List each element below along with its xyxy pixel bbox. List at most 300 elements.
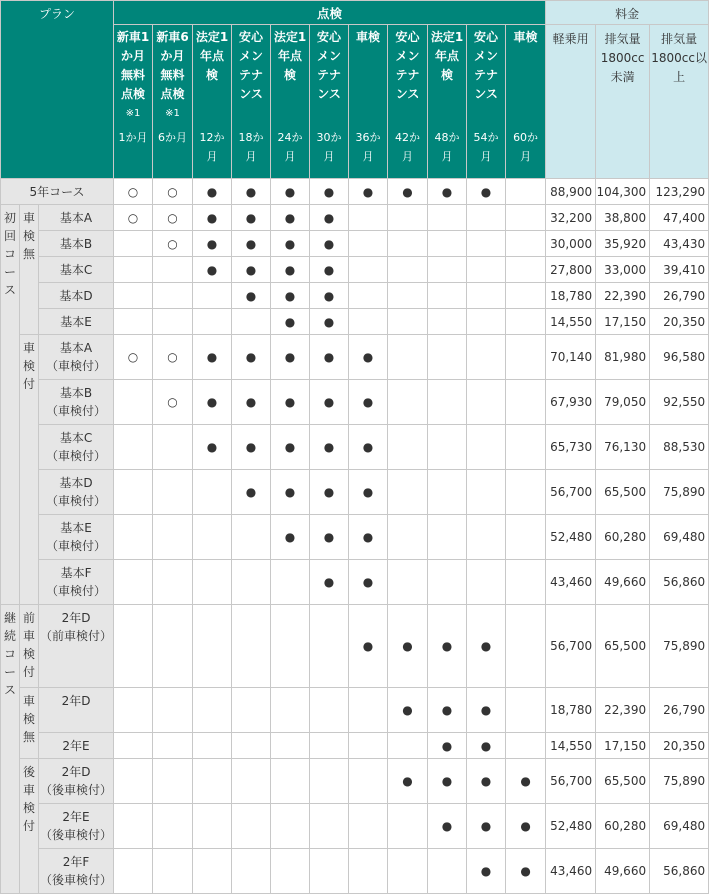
inspection-mark [114, 688, 153, 733]
inspection-mark: ● [428, 605, 467, 688]
inspection-mark [388, 733, 428, 759]
inspection-mark [506, 309, 546, 335]
inspection-mark: ● [467, 804, 506, 849]
inspection-name [430, 28, 464, 128]
inspection-mark [232, 849, 271, 894]
plan-name-cell [39, 515, 114, 560]
fee-value: 26,790 [650, 283, 709, 309]
group-pre-inspection-label: 前車検付 [23, 611, 36, 679]
inspection-mark [114, 759, 153, 804]
table-row [1, 733, 709, 759]
inspection-name [508, 28, 543, 128]
inspection-month: 1か月 [118, 131, 148, 144]
fee-value: 22,390 [596, 283, 650, 309]
plan-name-cell [39, 733, 114, 759]
plan-name: 基本D [59, 476, 93, 490]
plan-name: 基本A [59, 211, 93, 225]
inspection-mark [193, 688, 232, 733]
inspection-mark [388, 309, 428, 335]
inspection-mark [114, 309, 153, 335]
group-cont-no-inspection-label: 車検無 [23, 694, 36, 744]
inspection-mark: ● [467, 605, 506, 688]
group-with-inspection [20, 335, 39, 605]
inspection-mark [467, 231, 506, 257]
inspection-mark: ● [310, 425, 349, 470]
fee-value: 65,500 [596, 759, 650, 804]
inspection-name [155, 28, 190, 128]
inspection-mark [428, 231, 467, 257]
inspection-mark [388, 425, 428, 470]
plan-name-cell [39, 425, 114, 470]
table-row [1, 205, 709, 231]
fee-value: 52,480 [546, 515, 596, 560]
table-row [1, 257, 709, 283]
inspection-mark: ● [232, 335, 271, 380]
inspection-mark [153, 849, 193, 894]
inspection-mark: ● [310, 560, 349, 605]
table-row [1, 231, 709, 257]
inspection-mark [114, 849, 153, 894]
group-cont-no-inspection [20, 688, 39, 759]
inspection-mark [232, 309, 271, 335]
inspection-mark [506, 470, 546, 515]
table-row [1, 335, 709, 380]
inspection-mark [193, 309, 232, 335]
inspection-mark [428, 283, 467, 309]
group-continuing-course-label: 継続コース [4, 611, 17, 697]
fee-value: 88,900 [546, 179, 596, 205]
fee-value: 32,200 [546, 205, 596, 231]
inspection-mark [506, 179, 546, 205]
inspection-name [116, 28, 150, 128]
fee-value: 47,400 [650, 205, 709, 231]
inspection-mark [153, 733, 193, 759]
inspection-mark [310, 688, 349, 733]
plan-name: 2年D [61, 611, 91, 625]
inspection-mark: ● [506, 804, 546, 849]
inspection-mark: ● [271, 335, 310, 380]
inspection-mark: ○ [153, 205, 193, 231]
inspection-mark: ● [232, 257, 271, 283]
plan-name: 基本D [59, 289, 93, 303]
fee-value: 43,430 [650, 231, 709, 257]
inspection-mark [467, 425, 506, 470]
inspection-mark [193, 283, 232, 309]
inspection-mark [232, 515, 271, 560]
inspection-mark: ● [428, 688, 467, 733]
inspection-mark [428, 380, 467, 425]
inspection-mark [467, 283, 506, 309]
inspection-mark [428, 309, 467, 335]
inspection-column-header [193, 25, 232, 179]
inspection-mark [193, 560, 232, 605]
inspection-mark: ● [232, 205, 271, 231]
plan-name-cell [39, 804, 114, 849]
inspection-mark [114, 425, 153, 470]
group-post-inspection-label: 後車検付 [23, 765, 36, 833]
inspection-mark [114, 515, 153, 560]
inspection-mark: ○ [114, 205, 153, 231]
fee-value: 56,860 [650, 849, 709, 894]
inspection-mark [193, 804, 232, 849]
plan-subtitle: （車検付） [46, 584, 107, 598]
inspection-mark [114, 560, 153, 605]
inspection-mark: ● [232, 283, 271, 309]
table-row [1, 425, 709, 470]
inspection-label: 車検 [356, 30, 381, 44]
fee-value: 26,790 [650, 688, 709, 733]
inspection-mark [153, 759, 193, 804]
table-row [1, 515, 709, 560]
inspection-name [390, 28, 425, 128]
fee-value: 81,980 [596, 335, 650, 380]
inspection-mark: ○ [153, 335, 193, 380]
inspection-mark: ● [349, 179, 388, 205]
inspection-mark: ● [271, 231, 310, 257]
inspection-mark: ● [310, 515, 349, 560]
plan-name-cell [39, 257, 114, 283]
plan-name-cell [39, 231, 114, 257]
fee-value: 17,150 [596, 733, 650, 759]
inspection-mark [310, 804, 349, 849]
inspection-mark: ○ [153, 179, 193, 205]
inspection-mark [388, 257, 428, 283]
inspection-name [469, 28, 503, 128]
plan-name: 基本F [60, 566, 92, 580]
inspection-mark [310, 849, 349, 894]
inspection-mark [193, 733, 232, 759]
fee-value: 92,550 [650, 380, 709, 425]
inspection-mark [271, 605, 310, 688]
inspection-mark [506, 380, 546, 425]
table-row [1, 380, 709, 425]
plan-subtitle: （車検付） [46, 359, 107, 373]
inspection-month: 36か月 [355, 131, 381, 163]
inspection-month: 42か月 [395, 131, 421, 163]
inspection-mark [388, 515, 428, 560]
inspection-mark [388, 335, 428, 380]
fee-value: 49,660 [596, 560, 650, 605]
inspection-mark: ● [349, 605, 388, 688]
inspection-mark [428, 849, 467, 894]
inspection-label: 法定1年点検 [195, 30, 229, 82]
inspection-mark [114, 283, 153, 309]
fee-value: 69,480 [650, 515, 709, 560]
plan-name: 2年D [61, 694, 91, 708]
inspection-mark: ● [193, 257, 232, 283]
plan-subtitle: （車検付） [46, 449, 107, 463]
inspection-mark [153, 309, 193, 335]
inspection-mark [114, 470, 153, 515]
inspection-mark: ● [388, 605, 428, 688]
inspection-mark [271, 688, 310, 733]
inspection-mark [153, 470, 193, 515]
inspection-mark: ● [349, 560, 388, 605]
fee-value: 88,530 [650, 425, 709, 470]
inspection-mark [153, 688, 193, 733]
inspection-mark [114, 380, 153, 425]
inspection-label: 安心メンテナンス [317, 30, 342, 101]
fee-value: 30,000 [546, 231, 596, 257]
inspection-month: 60か月 [513, 131, 539, 163]
inspection-mark: ● [310, 335, 349, 380]
group-post-inspection [20, 759, 39, 894]
inspection-mark [271, 849, 310, 894]
fee-value: 49,660 [596, 849, 650, 894]
inspection-mark [506, 231, 546, 257]
inspection-mark [153, 804, 193, 849]
fee-value: 67,930 [546, 380, 596, 425]
inspection-mark: ● [506, 849, 546, 894]
inspection-mark [467, 560, 506, 605]
group-with-inspection-label: 車検付 [23, 341, 36, 391]
inspection-column-header [428, 25, 467, 179]
plan-name: 5年コース [29, 185, 85, 199]
inspection-mark [114, 733, 153, 759]
plan-name-cell [39, 470, 114, 515]
inspection-mark [310, 605, 349, 688]
plan-name: 基本B [59, 237, 93, 251]
inspection-mark: ● [193, 205, 232, 231]
fee-column-header: 排気量1800cc以上 [650, 25, 709, 179]
inspection-month: 18か月 [238, 131, 264, 163]
inspection-mark [153, 515, 193, 560]
fee-value: 18,780 [546, 688, 596, 733]
inspection-mark [232, 804, 271, 849]
fee-value: 14,550 [546, 733, 596, 759]
table-row [1, 849, 709, 894]
inspection-mark [506, 605, 546, 688]
inspection-mark [467, 257, 506, 283]
inspection-mark: ● [467, 733, 506, 759]
inspection-mark [506, 205, 546, 231]
inspection-mark [349, 283, 388, 309]
fee-value: 56,700 [546, 470, 596, 515]
inspection-mark: ○ [114, 179, 153, 205]
plan-name: 基本E [60, 521, 92, 535]
inspection-column-header [310, 25, 349, 179]
inspection-mark [467, 515, 506, 560]
fee-value: 27,800 [546, 257, 596, 283]
inspection-mark [310, 733, 349, 759]
inspection-name [351, 28, 385, 128]
inspection-mark: ○ [153, 380, 193, 425]
inspection-mark: ● [388, 759, 428, 804]
inspection-mark [506, 335, 546, 380]
inspection-mark [428, 515, 467, 560]
plan-name-cell [39, 688, 114, 733]
group-initial-course-label: 初回コース [4, 211, 17, 297]
inspection-mark [349, 804, 388, 849]
group-pre-inspection [20, 605, 39, 688]
inspection-mark [388, 804, 428, 849]
inspection-mark: ● [388, 179, 428, 205]
inspection-mark: ● [271, 205, 310, 231]
table-row [1, 605, 709, 688]
inspection-mark [388, 560, 428, 605]
plan-name-cell [39, 759, 114, 804]
plan-name: 2年F [62, 855, 90, 869]
inspection-mark: ● [271, 470, 310, 515]
inspection-mark [193, 605, 232, 688]
fee-value: 56,700 [546, 759, 596, 804]
inspection-mark [428, 205, 467, 231]
inspection-mark: ● [310, 179, 349, 205]
table-row [1, 560, 709, 605]
inspection-mark [506, 283, 546, 309]
inspection-column-header [467, 25, 506, 179]
inspection-mark: ● [428, 179, 467, 205]
inspection-mark [428, 560, 467, 605]
inspection-mark [467, 309, 506, 335]
plan-subtitle: （車検付） [46, 494, 107, 508]
inspection-mark: ● [349, 380, 388, 425]
plan-header: プラン [1, 1, 114, 179]
inspection-label: 安心メンテナンス [239, 30, 264, 101]
fee-value: 70,140 [546, 335, 596, 380]
inspection-mark [232, 560, 271, 605]
inspection-mark [114, 231, 153, 257]
inspection-label: 法定1年点検 [273, 30, 307, 82]
inspection-mark: ● [349, 335, 388, 380]
inspection-mark [349, 257, 388, 283]
plan-name: 基本E [60, 315, 92, 329]
fee-value: 123,290 [650, 179, 709, 205]
inspection-mark: ● [271, 425, 310, 470]
fee-value: 79,050 [596, 380, 650, 425]
inspection-mark: ● [232, 425, 271, 470]
inspection-name [195, 28, 229, 128]
inspection-mark: ● [193, 380, 232, 425]
inspection-note: ※1 [125, 108, 141, 119]
inspection-column-header [114, 25, 153, 179]
inspection-mark [349, 733, 388, 759]
fee-header: 料金 [546, 1, 709, 25]
fee-value: 65,500 [596, 470, 650, 515]
inspection-mark [153, 605, 193, 688]
plan-subtitle: （後車検付） [40, 783, 113, 797]
inspection-mark: ● [232, 380, 271, 425]
inspection-mark [506, 257, 546, 283]
fee-value: 17,150 [596, 309, 650, 335]
inspection-mark [232, 759, 271, 804]
table-row [1, 688, 709, 733]
plan-name-cell [39, 205, 114, 231]
fee-value: 75,890 [650, 759, 709, 804]
inspection-mark [349, 309, 388, 335]
fee-value: 65,500 [596, 605, 650, 688]
group-no-inspection [20, 205, 39, 335]
fee-value: 35,920 [596, 231, 650, 257]
inspection-mark [428, 470, 467, 515]
inspection-mark [506, 560, 546, 605]
inspection-month: 6か月 [158, 131, 188, 144]
inspection-mark [349, 759, 388, 804]
inspection-mark [506, 515, 546, 560]
plan-name-cell [39, 283, 114, 309]
plan-name: 2年D [61, 765, 91, 779]
inspection-mark: ● [467, 759, 506, 804]
inspection-column-header [153, 25, 193, 179]
inspection-mark: ● [428, 804, 467, 849]
plan-name-cell [39, 335, 114, 380]
inspection-mark: ● [193, 425, 232, 470]
inspection-mark: ● [271, 309, 310, 335]
plan-name: 基本C [59, 263, 93, 277]
inspection-column-header [506, 25, 546, 179]
fee-value: 14,550 [546, 309, 596, 335]
inspection-mark [271, 804, 310, 849]
fee-value: 39,410 [650, 257, 709, 283]
inspection-mark [506, 688, 546, 733]
inspection-mark [193, 470, 232, 515]
inspection-mark [153, 283, 193, 309]
inspection-label: 新車6か月無料点検 [156, 30, 189, 101]
inspection-label: 法定1年点検 [430, 30, 464, 82]
inspection-mark: ○ [114, 335, 153, 380]
inspection-mark [467, 205, 506, 231]
fee-value: 38,800 [596, 205, 650, 231]
fee-value: 22,390 [596, 688, 650, 733]
inspection-mark: ● [193, 335, 232, 380]
inspection-header: 点検 [114, 1, 546, 25]
table-row [1, 804, 709, 849]
inspection-mark [349, 688, 388, 733]
fee-value: 65,730 [546, 425, 596, 470]
inspection-month: 30か月 [316, 131, 342, 163]
inspection-mark [388, 205, 428, 231]
inspection-mark [428, 257, 467, 283]
inspection-mark: ● [271, 283, 310, 309]
inspection-mark [232, 688, 271, 733]
inspection-mark [428, 425, 467, 470]
inspection-mark [153, 257, 193, 283]
fee-value: 76,130 [596, 425, 650, 470]
inspection-mark: ● [232, 231, 271, 257]
inspection-mark [114, 605, 153, 688]
fee-value: 33,000 [596, 257, 650, 283]
plan-name-cell [39, 849, 114, 894]
inspection-mark [271, 759, 310, 804]
fee-column-header: 排気量1800cc未満 [596, 25, 650, 179]
inspection-mark [388, 231, 428, 257]
inspection-mark: ● [232, 470, 271, 515]
plan-name-cell [39, 380, 114, 425]
inspection-mark [310, 759, 349, 804]
fee-value: 75,890 [650, 605, 709, 688]
inspection-label: 車検 [513, 30, 538, 44]
plan-subtitle: （後車検付） [40, 873, 113, 887]
inspection-month: 12か月 [199, 131, 225, 163]
inspection-mark: ● [310, 257, 349, 283]
inspection-mark [193, 849, 232, 894]
inspection-mark [193, 515, 232, 560]
fee-value: 43,460 [546, 849, 596, 894]
fee-value: 43,460 [546, 560, 596, 605]
inspection-note: ※1 [165, 108, 180, 119]
inspection-mark [506, 425, 546, 470]
inspection-mark [467, 380, 506, 425]
inspection-column-header [349, 25, 388, 179]
inspection-mark: ● [271, 257, 310, 283]
inspection-mark [349, 849, 388, 894]
inspection-label: 新車1か月無料点検 [116, 30, 150, 101]
inspection-mark: ● [193, 179, 232, 205]
inspection-name [234, 28, 268, 128]
plan-name: 2年E [62, 810, 90, 824]
inspection-mark: ● [310, 309, 349, 335]
inspection-month: 48か月 [434, 131, 460, 163]
